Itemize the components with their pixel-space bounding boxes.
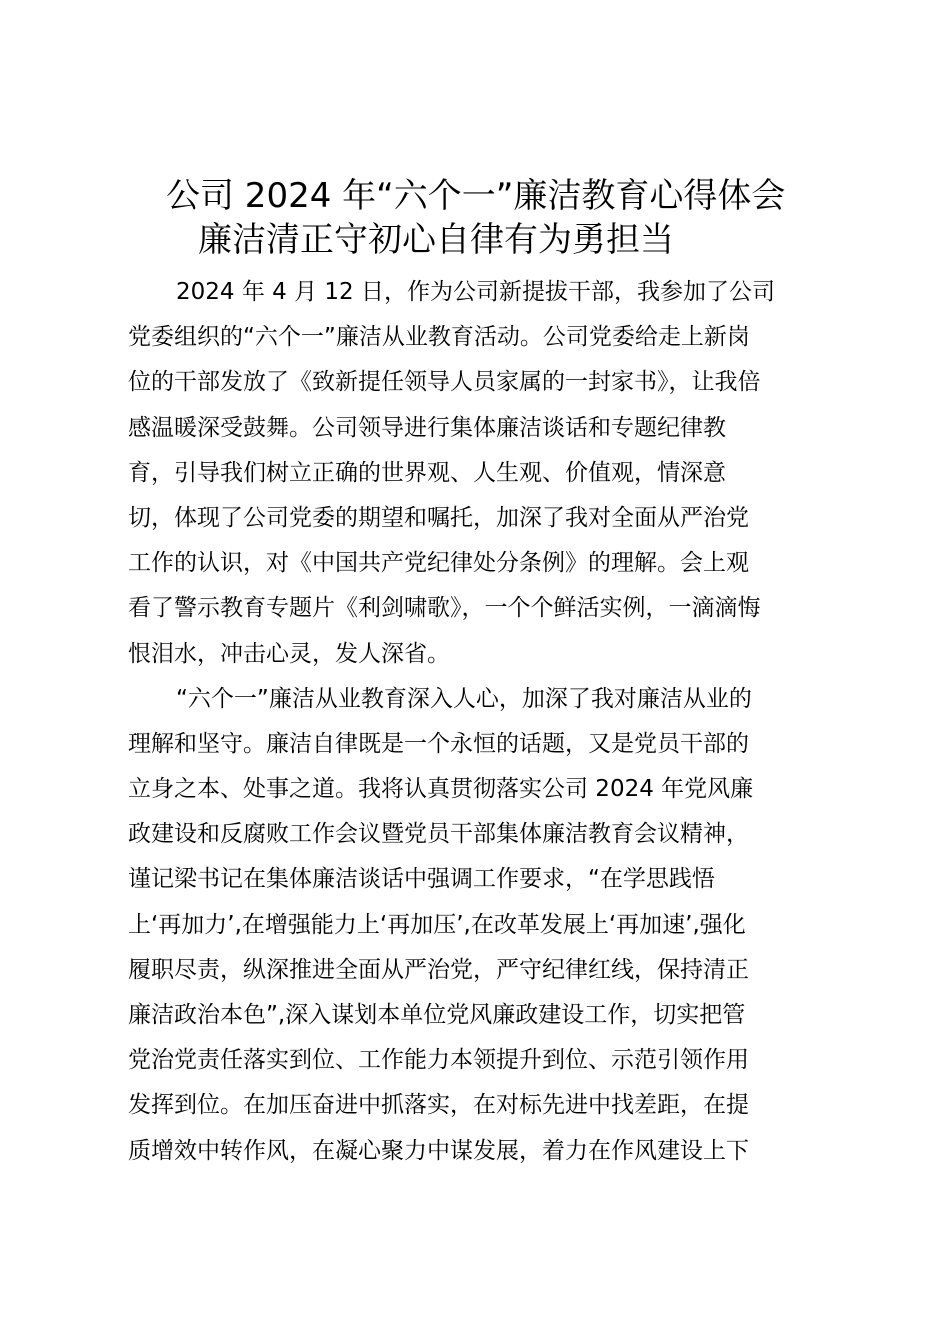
text-line: 谨记梁书记在集体廉洁谈话中强调工作要求，“在学思践悟: [128, 866, 715, 893]
text-line: 政建设和反腐败工作会议暨党员干部集体廉洁教育会议精神，: [128, 821, 749, 848]
text-line: 上‘再加力’,在增强能力上‘再加压’,在改革发展上‘再加速’,强化: [128, 911, 746, 938]
text-line: 2024 年 4 月 12 日，作为公司新提拔干部，我参加了公司: [176, 279, 775, 305]
text-line: 廉洁政治本色”,深入谋划本单位党风廉政建设工作，切实把管: [128, 1002, 746, 1028]
text-line: 感温暖深受鼓舞。公司领导进行集体廉洁谈话和专题纪律教: [128, 414, 726, 441]
document-body: [128, 270, 838, 1174]
text-line: 党委组织的“六个一”廉洁从业教育活动。公司党委给走上新岗: [128, 324, 750, 351]
text-line: 切，体现了公司党委的期望和嘱托，加深了我对全面从严治党: [128, 504, 749, 531]
text-line: 工作的认识，对《中国共产党纪律处分条例》的理解。会上观: [128, 550, 749, 577]
text-line: 理解和坚守。廉洁自律既是一个永恒的话题，又是党员干部的: [128, 730, 749, 757]
paragraph-1: [128, 270, 838, 677]
paragraph-2: [128, 677, 838, 1174]
text-line: 恨泪水，冲击心灵，发人深省。: [128, 640, 450, 667]
text-line: 发挥到位。在加压奋进中抓落实，在对标先进中找差距，在提: [128, 1092, 749, 1119]
text-line: 看了警示教育专题片《利剑啸歌》，一个个鲜活实例，一滴滴悔: [128, 595, 761, 622]
text-line: 位的干部发放了《致新提任领导人员家属的一封家书》，让我倍: [128, 369, 761, 396]
document-title: 公司 2024 年“六个一”廉洁教育心得体会: [166, 176, 786, 216]
text-line: 党治党责任落实到位、工作能力本领提升到位、示范引领作用: [128, 1047, 749, 1074]
text-line: “六个一”廉洁从业教育深入人心，加深了我对廉洁从业的: [176, 685, 752, 712]
text-line: 育，引导我们树立正确的世界观、人生观、价值观，情深意: [128, 459, 726, 486]
text-line: 履职尽责，纵深推进全面从严治党，严守纪律红线，保持清正: [128, 956, 749, 983]
document-subtitle: 廉洁清正守初心自律有为勇担当: [198, 220, 674, 260]
text-line: 立身之本、处事之道。我将认真贯彻落实公司 2024 年党风廉: [128, 776, 754, 803]
text-line: 质增效中转作风，在凝心聚力中谋发展，着力在作风建设上下: [128, 1137, 749, 1164]
